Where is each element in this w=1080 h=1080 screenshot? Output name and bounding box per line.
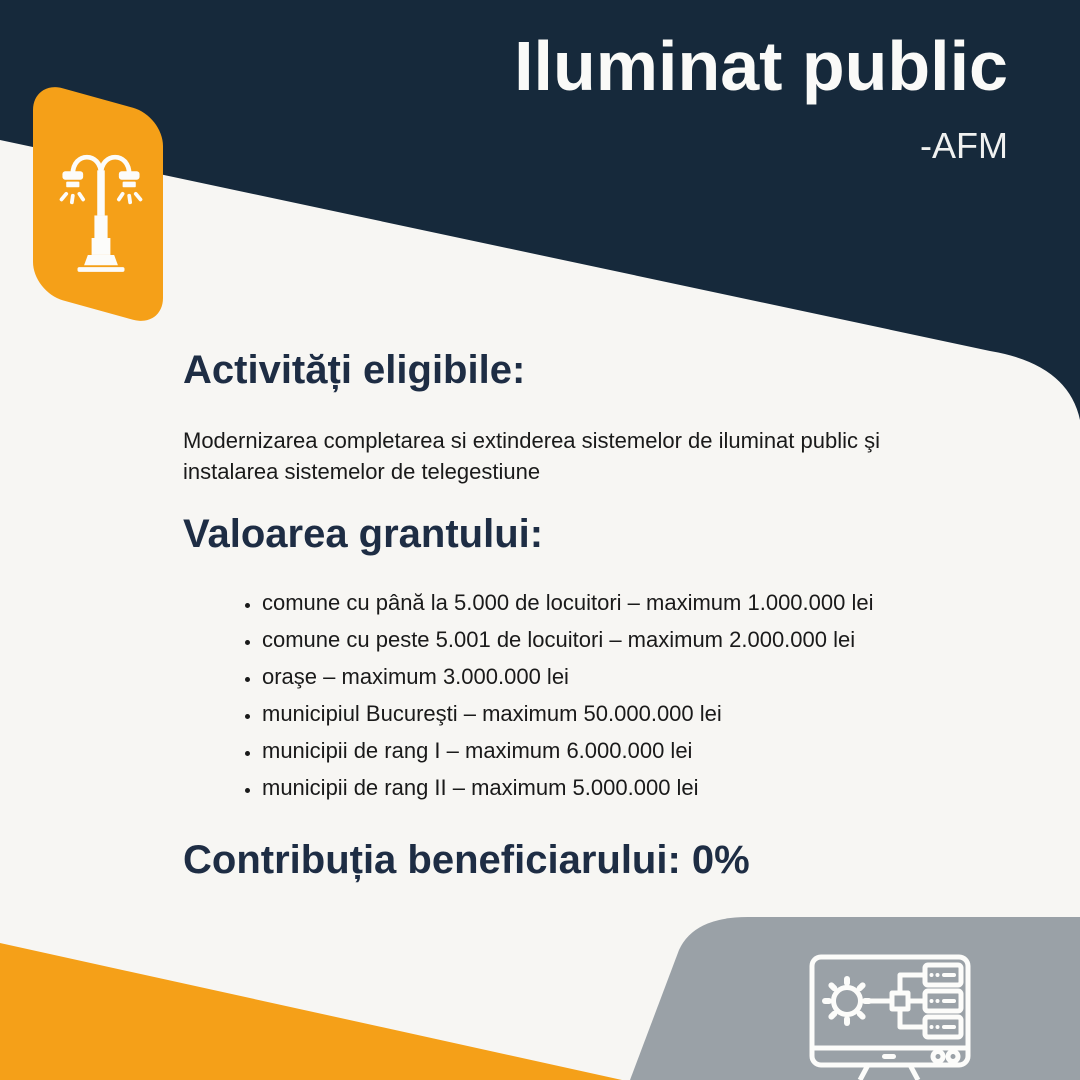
grant-item: • municipii de rang II – maximum 5.000.000 lei [262, 769, 873, 806]
telemanagement-monitor-icon [808, 953, 972, 1080]
street-lamp-icon [54, 133, 148, 281]
activities-description [183, 425, 880, 487]
activities-line-2: instalarea sistemelor de telegestiune [183, 459, 541, 484]
page-title: Iluminat public [514, 27, 1008, 105]
bottom-left-accent [0, 943, 622, 1080]
page-subtitle: -AFM [920, 124, 1008, 166]
activities-heading: Activități eligibile: [183, 348, 526, 392]
grant-list [236, 584, 873, 806]
grant-item: • municipiul Bucureşti – maximum 50.000.000 lei [262, 695, 873, 732]
grant-item: • comune cu până la 5.000 de locuitori – maximum 1.000.000 lei [262, 584, 873, 621]
grant-item: • comune cu peste 5.001 de locuitori – maximum 2.000.000 lei [262, 621, 873, 658]
grant-heading: Valoarea grantului: [183, 512, 544, 556]
grant-item: • oraşe – maximum 3.000.000 lei [262, 658, 873, 695]
activities-line-1: Modernizarea completarea si extinderea sistemelor de iluminat public şi [183, 428, 880, 453]
grant-item: • municipii de rang I – maximum 6.000.000 lei [262, 732, 873, 769]
contribution-heading: Contribuția beneficiarului: 0% [183, 838, 750, 882]
